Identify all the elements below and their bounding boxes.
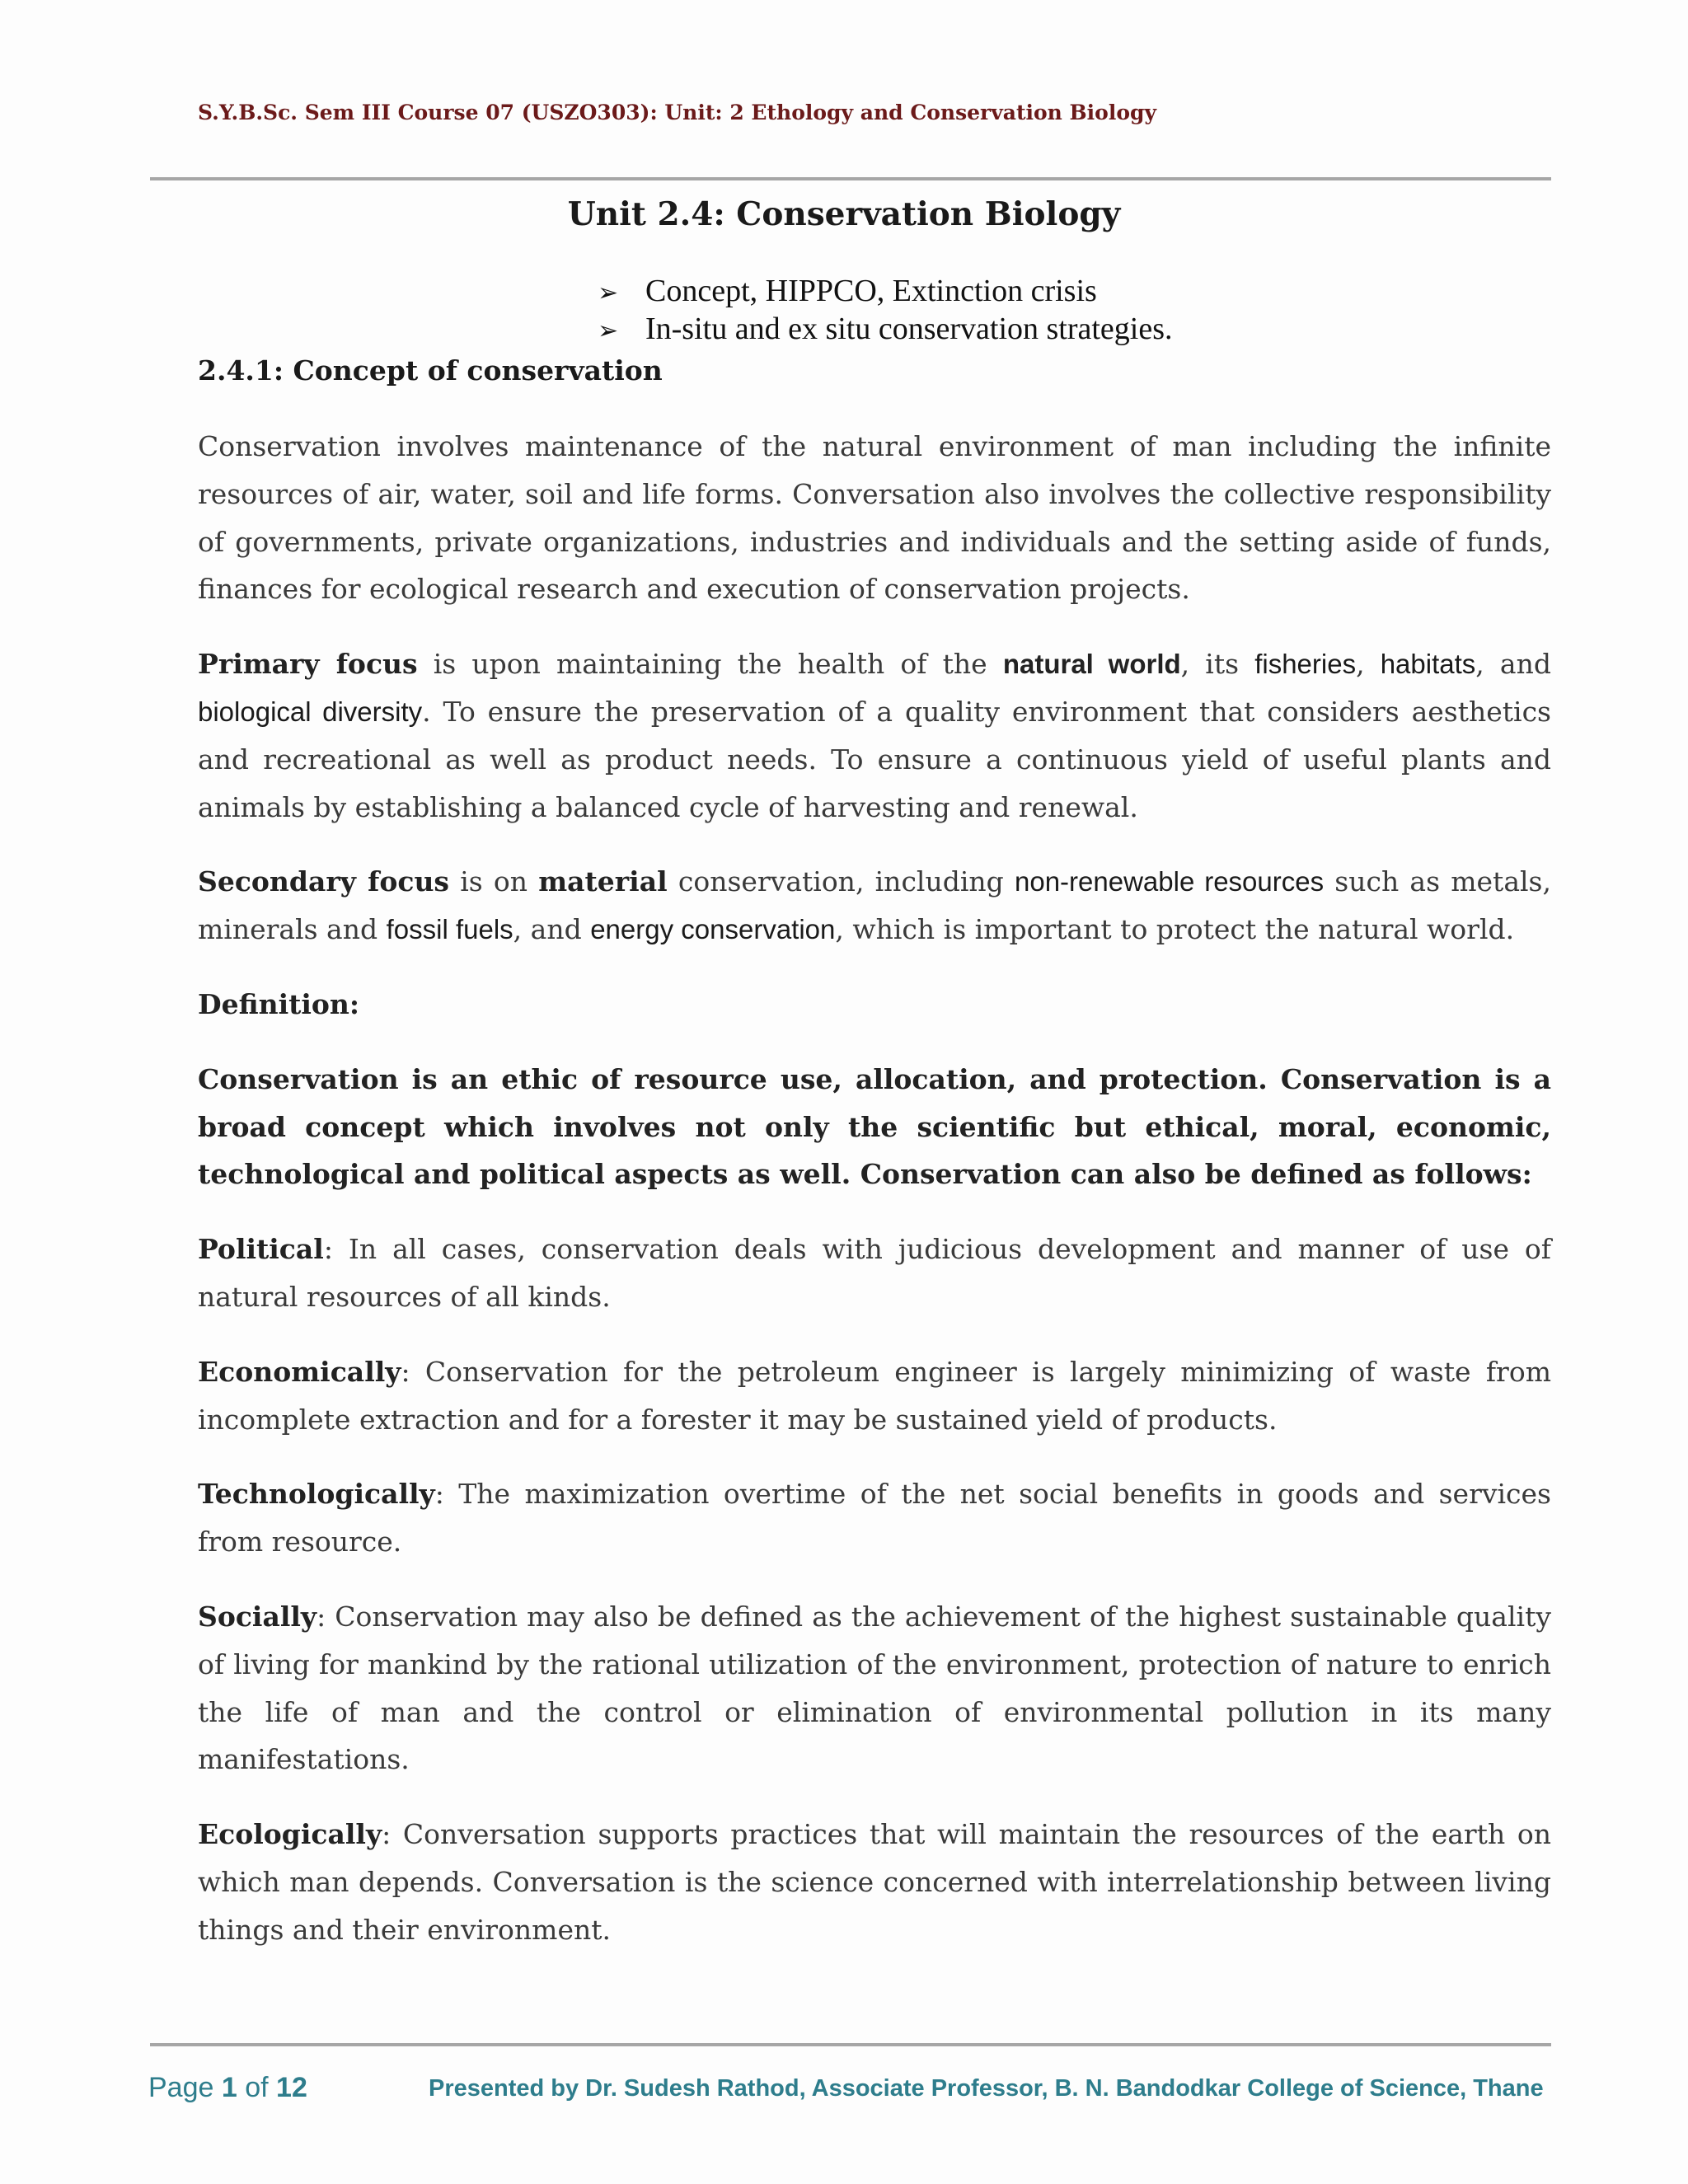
footer-divider xyxy=(150,2043,1551,2046)
non-renewable-resources-term: non-renewable resources xyxy=(1015,866,1325,898)
habitats-term: habitats xyxy=(1380,649,1476,680)
definition-paragraph xyxy=(198,1056,1551,1198)
intro-paragraph: Conservation involves maintenance of the natural environment of man including the infinite resources of air, water, soil and life forms. Conversation also involves the collective responsibility of governments, private organizations, industries and individuals and the setting aside of funds, finances for ecological research and execution of conservation projects. xyxy=(198,430,1551,606)
paragraph-text: conservation, including xyxy=(667,865,1015,898)
political-label: Political xyxy=(198,1233,324,1266)
paragraph-text: is upon maintaining the health of the xyxy=(417,648,1003,681)
paragraph-text: : Conservation may also be defined as the achievement of the highest sustainable quality of living for mankind by the rational utilization of the environment, protection of nature to enrich the life of man and the control or elimination of environmental pollution in its many manifestations. xyxy=(198,1600,1551,1776)
paragraph-text: , its xyxy=(1180,648,1255,681)
paragraph-text: , and xyxy=(1475,648,1551,681)
secondary-focus-label: Secondary focus xyxy=(198,865,450,898)
natural-world-term: natural world xyxy=(1002,649,1181,680)
presenter-credit: Presented by Dr. Sudesh Rathod, Associate Professor, B. N. Bandodkar College of Science, Thane xyxy=(429,2075,1544,2102)
arrow-bullet-icon: ➢ xyxy=(598,279,619,307)
topic-item xyxy=(598,272,1173,310)
socially-label: Socially xyxy=(198,1600,317,1633)
paragraph-text: , which is important to protect the natural world. xyxy=(835,913,1515,946)
paragraph-text: . To ensure the preservation of a quality environment that considers aesthetics and recreational as well as product needs. To ensure a continuous yield of useful plants and animals by establishing a balanced cycle of harvesting and renewal. xyxy=(198,695,1551,823)
paragraph-text: : In all cases, conservation deals with judicious development and manner of use of natural resources of all kinds. xyxy=(198,1233,1551,1313)
topic-text: Concept, HIPPCO, Extinction crisis xyxy=(645,274,1097,308)
paragraph-text: such as metals, minerals and xyxy=(198,865,1551,946)
material-term: material xyxy=(538,865,668,898)
technologically-paragraph xyxy=(198,1470,1551,1566)
socially-paragraph xyxy=(198,1593,1551,1783)
political-paragraph xyxy=(198,1226,1551,1321)
arrow-bullet-icon: ➢ xyxy=(598,317,619,344)
primary-focus-paragraph xyxy=(198,640,1551,831)
page-number xyxy=(148,2072,307,2104)
technologically-label: Technologically xyxy=(198,1478,435,1511)
topic-list xyxy=(598,272,1173,348)
page-of: of xyxy=(237,2072,277,2103)
economically-label: Economically xyxy=(198,1355,401,1388)
body-content xyxy=(198,423,1551,1981)
definition-text: Conservation is an ethic of resource use, allocation, and protection. Conservation is a broad concept which involves not only the scientific but ethical, moral, economic, technological and political aspects as well. Conservation can also be defined as follows: xyxy=(198,1062,1551,1191)
fisheries-term: fisheries xyxy=(1254,649,1357,680)
definition-heading: Definition: xyxy=(198,987,360,1020)
running-header: S.Y.B.Sc. Sem III Course 07 (USZO303): Unit: 2 Ethology and Conservation Biology xyxy=(198,101,1157,124)
secondary-focus-paragraph xyxy=(198,858,1551,954)
biological-diversity-term: biological diversity xyxy=(198,696,423,727)
section-heading: 2.4.1: Concept of conservation xyxy=(198,354,663,387)
ecologically-label: Ecologically xyxy=(198,1818,382,1851)
topic-item xyxy=(598,310,1173,348)
paragraph-text: , and xyxy=(513,913,591,946)
paragraph-text: , xyxy=(1356,648,1381,681)
economically-paragraph xyxy=(198,1348,1551,1444)
page-total: 12 xyxy=(276,2072,307,2103)
definition-label xyxy=(198,981,1551,1029)
fossil-fuels-term: fossil fuels xyxy=(386,914,513,945)
energy-conservation-term: energy conservation xyxy=(590,914,836,945)
topic-text: In-situ and ex situ conservation strategies. xyxy=(645,312,1173,346)
paragraph-text: : Conversation supports practices that will maintain the resources of the earth on which man depends. Conversation is the science concerned with interrelationship between living things and their environment. xyxy=(198,1818,1551,1946)
paragraph-text: : The maximization overtime of the net social benefits in goods and services from resource. xyxy=(198,1478,1551,1558)
primary-focus-label: Primary focus xyxy=(198,648,418,681)
page-current: 1 xyxy=(221,2072,237,2103)
page-prefix: Page xyxy=(148,2072,222,2103)
header-divider xyxy=(150,177,1551,180)
unit-title: Unit 2.4: Conservation Biology xyxy=(567,195,1121,233)
paragraph-text: : Conservation for the petroleum engineer is largely minimizing of waste from incomplete extraction and for a forester it may be sustained yield of products. xyxy=(198,1355,1551,1436)
paragraph-text: is on xyxy=(449,865,539,898)
ecologically-paragraph xyxy=(198,1811,1551,1953)
